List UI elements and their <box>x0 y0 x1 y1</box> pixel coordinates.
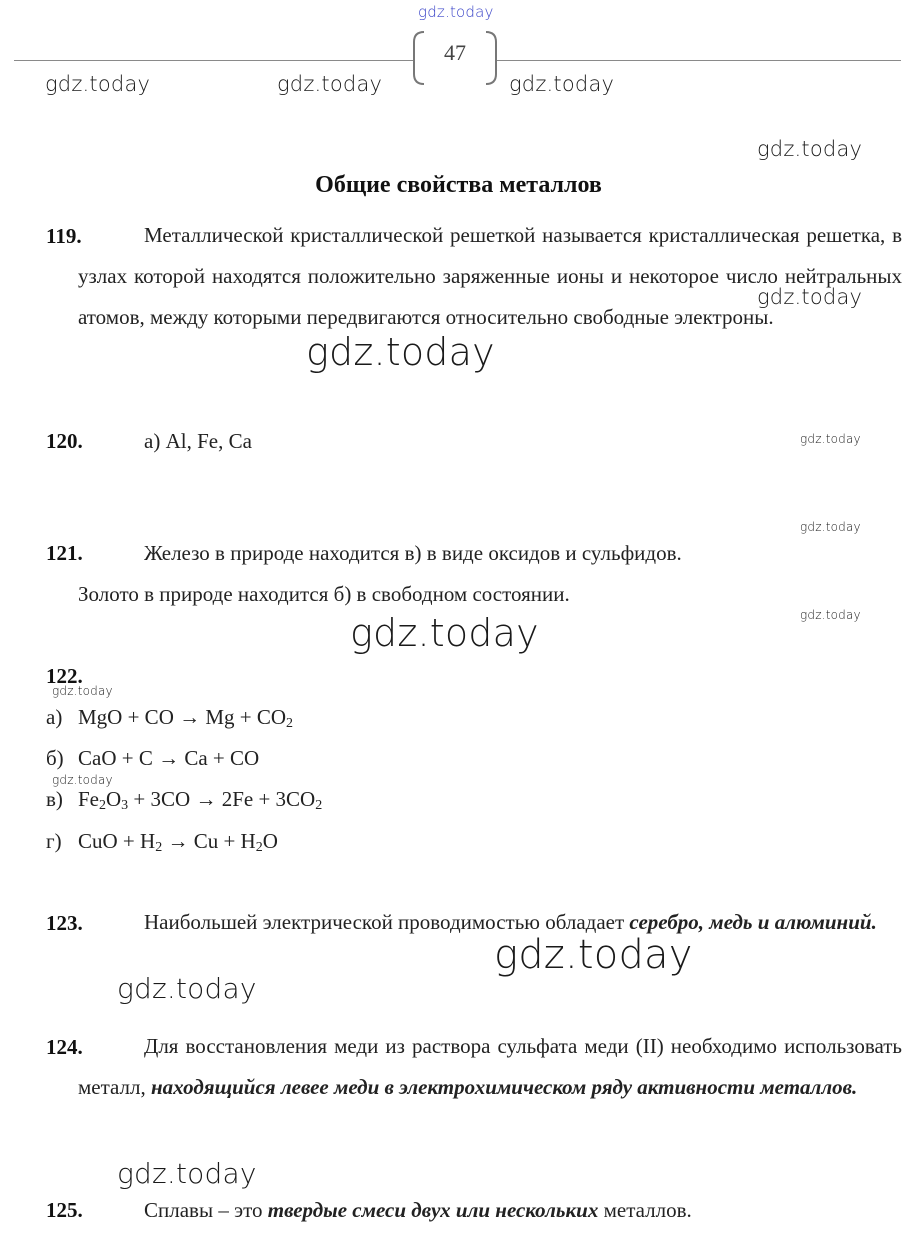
watermark: gdz.today <box>350 611 539 655</box>
answer-121-line1: Железо в природе находится в) в виде оксидов и сульфидов. <box>144 541 682 565</box>
answer-text: Металлической кристаллической решеткой называется кристаллическая решетка, в узлах которой находятся положительно заряженные ионы и некоторое число нейтральных атомов, между которыми передвигаются относительно свободные электроны. <box>78 223 902 329</box>
watermark-top: gdz.today <box>418 3 494 21</box>
equation-text: O <box>106 787 122 811</box>
header-rule-left <box>14 60 414 61</box>
subscript: 2 <box>286 716 294 731</box>
watermark: gdz.today <box>45 72 151 96</box>
equation-text: CaO + C → Ca + CO <box>78 746 260 770</box>
answer-text: Сплавы – это <box>144 1198 268 1222</box>
subscript: 2 <box>155 840 163 855</box>
watermark: gdz.today <box>52 684 113 698</box>
question-number: 125. <box>46 1198 83 1222</box>
subscript: 2 <box>99 798 106 813</box>
watermark: gdz.today <box>800 432 861 446</box>
watermark: gdz.today <box>800 520 861 534</box>
equation-a <box>46 705 293 730</box>
equation-text: O <box>262 829 278 853</box>
equation-v <box>46 787 322 812</box>
question-number: 120. <box>46 429 83 453</box>
answer-124 <box>78 1026 902 1108</box>
equation-label: г) <box>46 829 62 853</box>
question-number: 124. <box>46 1035 83 1059</box>
watermark: gdz.today <box>306 330 495 374</box>
answer-highlight: находящийся левее меди в электрохимическом ряду активности металлов. <box>151 1075 858 1099</box>
page-number: 47 <box>444 40 466 65</box>
answer-123 <box>78 902 902 943</box>
page-title: Общие свойства металлов <box>315 172 602 198</box>
question-number: 119. <box>46 224 82 248</box>
answer-120: а) Al, Fe, Ca <box>144 429 252 453</box>
equation-g <box>46 829 278 854</box>
watermark: gdz.today <box>757 137 863 161</box>
watermark: gdz.today <box>494 932 693 978</box>
equation-text: + 3CO → 2Fe + 3CO <box>128 787 316 811</box>
answer-highlight: твердые смеси двух или нескольких <box>267 1198 599 1222</box>
watermark: gdz.today <box>800 608 861 622</box>
equation-label: в) <box>46 787 63 811</box>
watermark: gdz.today <box>757 285 863 309</box>
answer-119 <box>78 215 902 338</box>
equation-text: Fe <box>78 787 99 811</box>
equation-text: MgO + CO → Mg + CO <box>78 705 287 729</box>
equation-text: → Cu + H <box>162 829 256 853</box>
watermark: gdz.today <box>117 972 257 1005</box>
answer-highlight: серебро, медь и алюминий. <box>629 910 877 934</box>
question-number: 122. <box>46 664 83 688</box>
subscript: 2 <box>315 798 323 813</box>
equation-text: CuO + H <box>78 829 156 853</box>
watermark: gdz.today <box>52 773 113 787</box>
watermark: gdz.today <box>277 72 383 96</box>
answer-text: Наибольшей электрической проводимостью обладает <box>144 910 630 934</box>
header-rule-right <box>496 60 901 61</box>
answer-text: Для восстановления меди из раствора сульфата меди (II) необходимо использовать металл, <box>78 1034 902 1099</box>
answer-121-line2: Золото в природе находится б) в свободном состоянии. <box>78 582 570 606</box>
question-number: 121. <box>46 541 83 565</box>
question-number: 123. <box>46 911 83 935</box>
equation-b <box>46 746 259 771</box>
subscript: 2 <box>255 840 263 855</box>
answer-text: металлов. <box>598 1198 692 1222</box>
watermark: gdz.today <box>117 1157 257 1190</box>
equation-label: а) <box>46 705 63 729</box>
answer-125 <box>144 1198 692 1223</box>
equation-label: б) <box>46 746 64 770</box>
page-number-box <box>410 30 500 86</box>
watermark: gdz.today <box>509 72 615 96</box>
subscript: 3 <box>121 798 129 813</box>
